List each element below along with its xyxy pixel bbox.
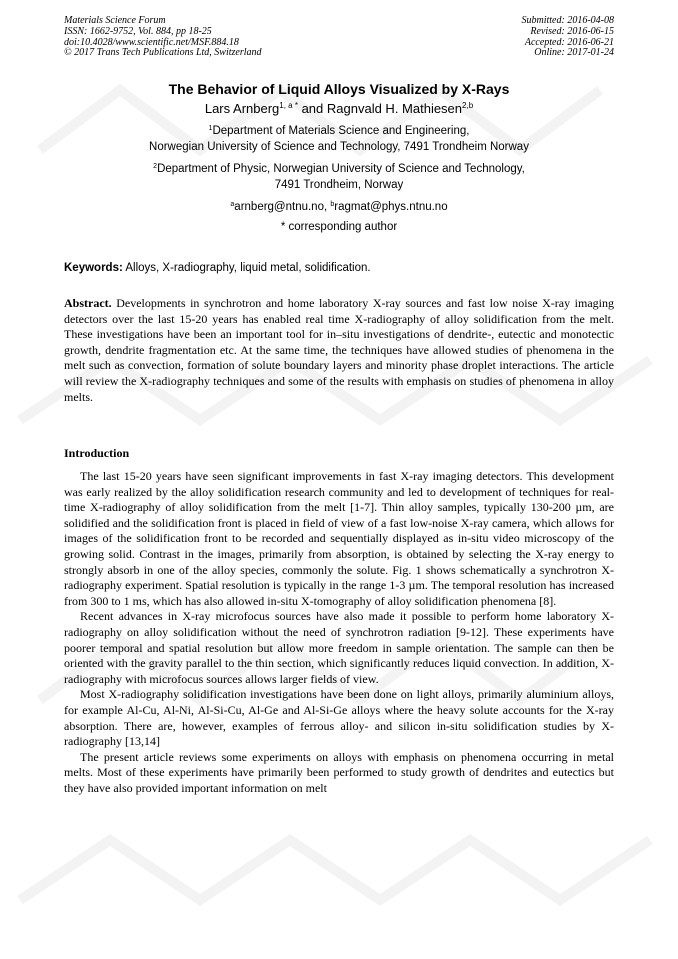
section-heading-introduction: Introduction [64, 446, 130, 460]
email-b-sup: b [330, 201, 335, 208]
journal-info [64, 16, 262, 59]
affiliation-2-sup: 2 [153, 163, 158, 170]
journal-name: Materials Science Forum [64, 15, 166, 26]
author-1-sup: 1, a * [279, 101, 298, 110]
keywords-text: Alloys, X-radiography, liquid metal, solidification. [122, 262, 371, 274]
affiliation-2 [64, 161, 614, 193]
copyright-line: © 2017 Trans Tech Publications Ltd, Switzerland [64, 47, 262, 59]
affiliation-1 [64, 123, 614, 155]
author-2-sup: 2,b [462, 101, 474, 110]
corresponding-author-note: * corresponding author [280, 221, 398, 233]
email-a: arnberg@ntnu.no, [234, 201, 331, 213]
issn-line: ISSN: 1662-9752, Vol. 884, pp 18-25 [64, 25, 212, 37]
paragraph: The last 15-20 years have seen significant improvements in fast X-ray imaging detectors. This development was early realized by the alloy solidification research community and led to development of techniques for real-time X-radiography of alloy solidification from the melt [1-7]. Thin alloy samples, typically 130-200 µm, are solidified and the solidification front is placed in field of view of a fast low-noise X-ray camera, which allows for images of the solidification front to be recorded and sequentially displayed as in-situ video microscopy of the growing solid. Contrast in the images, primarily from absorption, is obtained by selecting the X-ray energy to strongly absorb in one of the alloy species, commonly the solute. Fig. 1 shows schematically a synchrotron X-radiography experiment. Spatial resolution is typically in the range 1-3 µm. The temporal resolution has increased from 300 to 1 ms, which has also allowed in-situ X-tomography of alloy solidification phenomena [8]. [64, 469, 614, 608]
paragraph: Recent advances in X-ray microfocus sources have also made it possible to perform home laboratory X-radiography on alloy solidification without the need of synchrotron radiation [9-12]. These experiments have poorer temporal and spatial resolution but allow more freedom in sample orientation. The sample can then be oriented with the gravity parallel to the thin section, which significantly reduces liquid convection. In addition, X-radiography with microfocus sources allows larger fields of view. [64, 609, 614, 686]
affiliation-1-line-2: Norwegian University of Science and Technology, 7491 Trondheim Norway [149, 141, 529, 153]
paper-title: The Behavior of Liquid Alloys Visualized by X-Rays [168, 81, 510, 97]
abstract [64, 296, 614, 405]
email-a-sup: a [230, 201, 235, 208]
author-conjunction: and [297, 101, 327, 116]
keywords-label: Keywords: [64, 262, 123, 274]
revised-date: Revised: 2016-06-15 [530, 25, 614, 37]
author-2: Ragnvald H. Mathiesen [326, 101, 463, 116]
doi-line: doi:10.4028/www.scientific.net/MSF.884.18 [64, 36, 239, 48]
publication-dates [522, 16, 615, 59]
author-1: Lars Arnberg [204, 101, 280, 116]
online-date: Online: 2017-01-24 [534, 47, 614, 59]
submitted-date: Submitted: 2016-04-08 [521, 15, 614, 26]
affiliation-1-line-1: Department of Materials Science and Engineering, [212, 125, 470, 137]
title-block [64, 81, 614, 235]
introduction-body [64, 469, 614, 796]
accepted-date: Accepted: 2016-06-21 [524, 36, 614, 48]
author-list [64, 100, 614, 117]
paragraph: The present article reviews some experiments on alloys with emphasis on phenomena occurring in metal melts. Most of these experiments have primarily been performed to study growth of dendrites and eutectics but they have also provided important information on melt [64, 749, 614, 795]
paragraph: Most X-radiography solidification investigations have been done on light alloys, primarily aluminium alloys, for example Al-Cu, Al-Ni, Al-Si-Cu, Al-Ge and Al-Si-Ge alloys where the heavy solute accounts for the X-ray absorption. There are, however, examples of ferrous alloy- and silicon in-situ solidification studies by X-radiography [13,14] [64, 687, 614, 749]
abstract-text: Developments in synchrotron and home laboratory X-ray sources and fast low noise X-ray imaging detectors over the last 15-20 years has enabled real time X-radiography of alloy solidification from the melt. These investigations have been an important tool for in–situ investigations of dendrite-, eutectic and monotectic growth, dendrite fragmentation etc. At the same time, the techniques have allowed studies of phenomena in the melt such as convection, formation of solute boundary layers and minority phase droplet interactions. The article will review the X-radiography techniques and some of the results with emphasis on studies of phenomena in alloy melts. [64, 296, 614, 404]
author-emails [64, 199, 614, 215]
affiliation-2-line-2: 7491 Trondheim, Norway [274, 179, 404, 191]
affiliation-2-line-1: Department of Physic, Norwegian University of Science and Technology, [157, 163, 525, 175]
keywords [64, 260, 614, 276]
abstract-label: Abstract. [64, 296, 112, 310]
affiliation-1-sup: 1 [208, 125, 213, 132]
email-b: ragmat@phys.ntnu.no [334, 201, 448, 213]
